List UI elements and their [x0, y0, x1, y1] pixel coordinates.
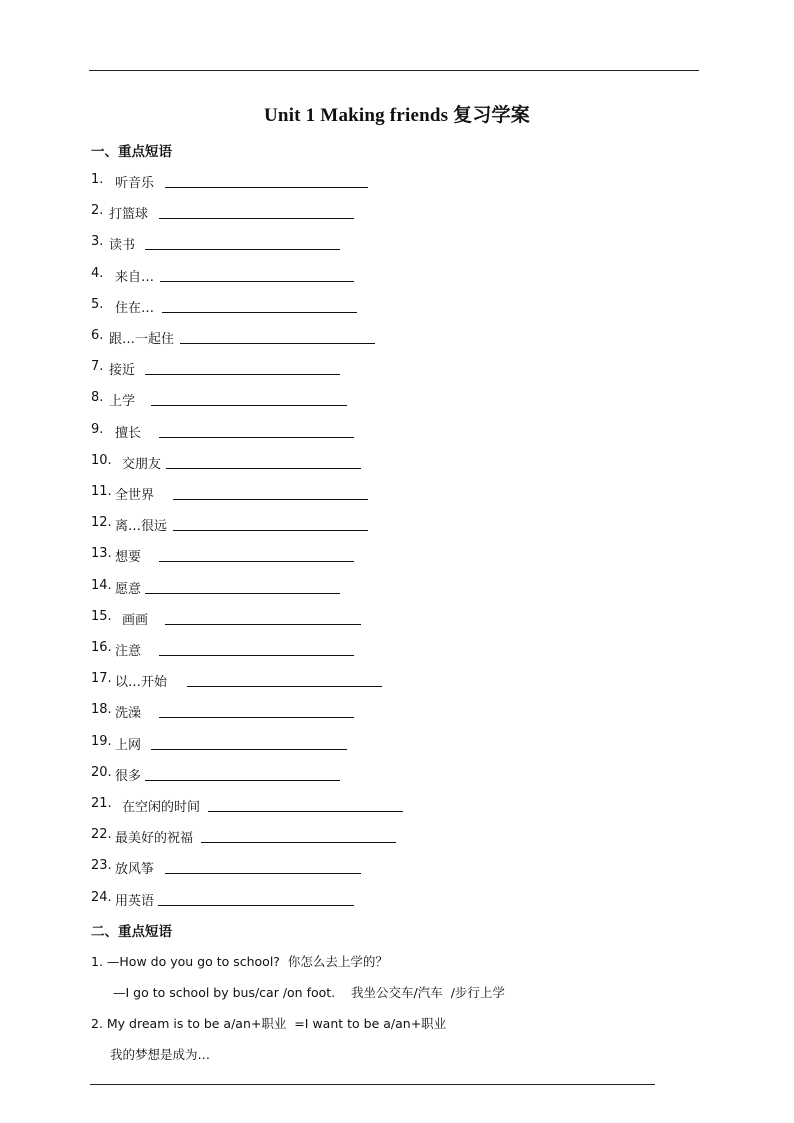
phrase-row [91, 297, 362, 317]
phrase-number: 24. [91, 889, 112, 905]
phrase-number: 19. [91, 733, 112, 749]
phrase-number: 3. [91, 234, 104, 250]
phrase-number: 6. [91, 328, 104, 343]
phrase-number: 22. [91, 827, 112, 843]
phrase-number: 16. [91, 640, 112, 655]
phrase-label: 画画 [122, 612, 149, 628]
phrase-number: 23. [91, 858, 112, 874]
phrase-label: 擅长 [115, 425, 142, 441]
phrase-row [91, 453, 366, 473]
sentence-line: —I go to school by bus/car /on foot. 我坐公交车/汽车 /步行上学 [113, 985, 505, 1000]
phrase-row [91, 858, 366, 878]
phrase-number: 4. [91, 265, 104, 281]
answer-blank[interactable] [180, 343, 375, 344]
phrase-number: 12. [91, 515, 112, 531]
phrase-label: 上网 [115, 737, 142, 753]
header-rule [89, 70, 699, 71]
phrase-number: 20. [91, 764, 112, 780]
sentence-line: 1. —How do you go to school? 你怎么去上学的？ [91, 954, 388, 969]
phrase-number: 10. [91, 452, 112, 468]
phrase-label: 接近 [109, 363, 136, 379]
phrase-row [91, 390, 352, 410]
phrase-number: 13. [91, 546, 112, 562]
phrase-label: 想要 [115, 550, 142, 566]
phrase-row [91, 827, 401, 847]
phrase-label: 来自… [115, 269, 155, 285]
answer-blank[interactable] [159, 437, 354, 438]
phrase-row [91, 890, 359, 910]
answer-blank[interactable] [145, 593, 340, 594]
phrase-row [91, 578, 345, 598]
phrase-row [91, 671, 387, 691]
section-heading-sentences: 二、重点短语 [91, 924, 172, 940]
answer-blank[interactable] [159, 655, 354, 656]
phrase-label: 洗澡 [115, 706, 142, 722]
phrase-label: 读书 [109, 238, 136, 254]
phrase-number: 18. [91, 702, 112, 718]
answer-blank[interactable] [160, 281, 354, 282]
phrase-label: 在空闲的时间 [122, 800, 201, 815]
phrase-number: 2. [91, 203, 104, 219]
answer-blank[interactable] [173, 530, 368, 531]
phrase-row [91, 609, 366, 629]
answer-blank[interactable] [165, 187, 368, 188]
phrase-number: 14. [91, 577, 112, 593]
answer-blank[interactable] [145, 780, 340, 781]
phrase-number: 8. [91, 390, 104, 406]
answer-blank[interactable] [158, 905, 354, 906]
phrase-label: 听音乐 [115, 176, 155, 191]
phrase-label: 以…开始 [115, 675, 168, 691]
phrase-row [91, 266, 359, 286]
phrase-number: 15. [91, 608, 112, 624]
answer-blank[interactable] [159, 717, 354, 718]
answer-blank[interactable] [151, 405, 347, 406]
phrase-row [91, 422, 359, 442]
phrase-label: 最美好的祝福 [115, 831, 194, 847]
phrase-row [91, 796, 408, 816]
footer-rule [90, 1084, 655, 1085]
phrase-label: 用英语 [115, 893, 155, 909]
answer-blank[interactable] [201, 842, 396, 843]
phrase-label: 放风筝 [115, 862, 155, 878]
phrase-row [91, 234, 345, 254]
answer-blank[interactable] [208, 811, 403, 812]
page-title: Unit 1 Making friends 复习学案 [264, 105, 530, 126]
section-heading-phrases: 一、重点短语 [91, 144, 172, 160]
phrase-label: 很多 [115, 768, 142, 784]
answer-blank[interactable] [159, 218, 354, 219]
phrase-label: 注意 [115, 644, 142, 659]
phrase-number: 17. [91, 671, 112, 687]
answer-blank[interactable] [145, 374, 340, 375]
phrase-label: 交朋友 [122, 456, 162, 472]
answer-blank[interactable] [165, 873, 361, 874]
phrase-row [91, 359, 345, 379]
phrase-number: 9. [91, 421, 104, 437]
phrase-label: 跟…一起住 [109, 332, 175, 347]
phrase-label: 上学 [109, 394, 136, 410]
answer-blank[interactable] [187, 686, 382, 687]
answer-blank[interactable] [159, 561, 354, 562]
phrase-label: 愿意 [115, 581, 142, 597]
phrase-number: 21. [91, 796, 112, 811]
phrase-number: 1. [91, 172, 104, 187]
phrase-label: 全世界 [115, 488, 155, 503]
phrase-row [91, 172, 373, 192]
answer-blank[interactable] [166, 468, 361, 469]
answer-blank[interactable] [151, 749, 347, 750]
phrase-row [91, 702, 359, 722]
phrase-label: 离…很远 [115, 519, 168, 535]
phrase-row [91, 640, 359, 660]
sentence-line: 我的梦想是成为… [110, 1047, 211, 1062]
phrase-number: 5. [91, 296, 104, 312]
phrase-row [91, 734, 352, 754]
phrase-number: 7. [91, 359, 104, 375]
phrase-row [91, 203, 359, 223]
phrase-row [91, 328, 380, 348]
answer-blank[interactable] [173, 499, 368, 500]
phrase-row [91, 546, 359, 566]
phrase-number: 11. [91, 484, 112, 499]
sentence-line: 2. My dream is to be a/an+职业 =I want to be a/an+职业 [91, 1016, 447, 1031]
phrase-label: 打篮球 [109, 207, 149, 223]
phrase-row [91, 765, 345, 785]
answer-blank[interactable] [162, 312, 357, 313]
phrase-row [91, 484, 373, 504]
answer-blank[interactable] [165, 624, 361, 625]
answer-blank[interactable] [145, 249, 340, 250]
phrase-row [91, 515, 373, 535]
phrase-label: 住在… [115, 300, 155, 316]
